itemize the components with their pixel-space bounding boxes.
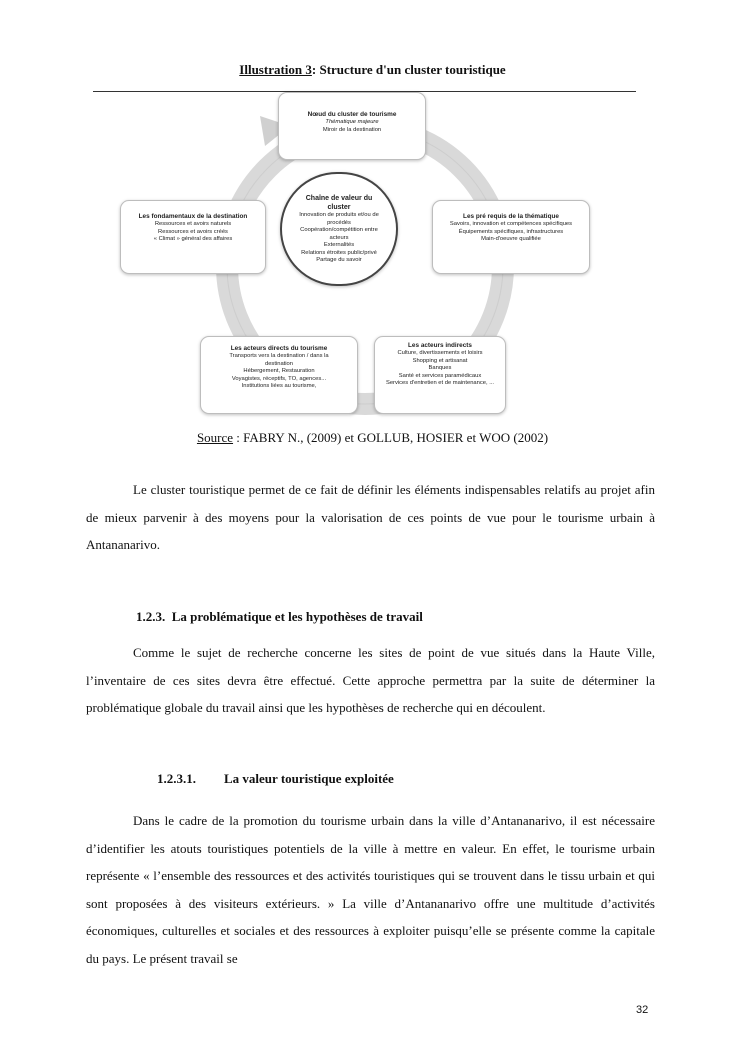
figure-source [0,430,745,446]
node-indirect-actors [374,336,506,414]
node-title: Les acteurs indirects [408,342,472,349]
center-line: Partage du savoir [316,257,362,263]
paragraph-2: Comme le sujet de recherche concerne les sites de point de vue situés dans la Haute Ville, l’inventaire de ces sites devra être effectué. Cette approche permettra par la suite de déterminer la problématique globale du travail ainsi que les hypothèses de recherche qui en découlent. [86,645,655,715]
node-fundamentals [120,200,266,274]
center-line: Coopération/compétition entre acteurs [300,227,378,241]
node-title: Nœud du cluster de tourisme [307,111,397,118]
node-direct-actors [200,336,358,414]
node-line: Thématique majeure [325,119,379,125]
section-heading-1-2-3-1 [157,771,394,787]
section-heading-1-2-3 [136,609,423,625]
node-prerequisites [432,200,590,274]
center-line: Externalités [323,242,355,248]
node-title: Les fondamentaux de la destination [138,213,248,220]
node-line: Institutions liées au tourisme, [241,383,317,389]
node-cluster-core [278,92,426,160]
page-number: 32 [636,1004,649,1016]
paragraph-3: Dans le cadre de la promotion du tourisme urbain dans la ville d’Antananarivo, il est nécessaire d’identifier les atouts touristiques potentiels de la ville à mettre en valeur. En effet, le tourisme urbain représente « l’ensemble des ressources et des activités touristiques qui se trouvent dans le tissu urbain et qui sont proposées à des visiteurs extérieurs. » La ville d’Antananarivo offre une multitude d’activités économiques, culturelles et sociales et des ressources à exploiter puisqu’elle se présente comme la capitale du pays. Le présent travail se [86,813,655,966]
center-line: Relations étroites public/privé [301,249,377,256]
node-line: Voyagistes, réceptifs, TO, agences... [231,375,327,382]
node-line: Savoirs, innovation et compétences spécifiques [449,221,573,227]
node-line: Santé et services paramédicaux [398,372,482,379]
center-title: Chaîne de valeur du cluster [305,195,373,211]
figure-caption [0,62,745,78]
node-line: Services d'entretien et de maintenance, ... [385,380,495,386]
node-line: Miroir de la destination [322,126,382,133]
node-line: Ressources et avoirs créés [158,228,228,235]
cluster-diagram [100,88,620,418]
figure-label: Illustration 3 [239,62,312,77]
node-line: Shopping et artisanat [412,357,468,364]
node-line: Transports vers la destination / dans la destination [229,353,329,367]
heading-number: 1.2.3. [136,609,166,624]
node-line: Banques [428,365,452,371]
figure-title: : Structure d'un cluster touristique [311,62,506,77]
node-line: Hébergement, Restauration [243,368,315,374]
center-line: Innovation de produits et/ou de procédés [299,212,379,226]
node-title: Les acteurs directs du tourisme [230,345,328,352]
source-label: Source [196,430,234,445]
heading-text: La valeur touristique exploitée [224,771,394,786]
heading-text: La problématique et les hypothèses de travail [171,609,423,624]
node-line: « Climat » général des affaires [153,236,233,242]
source-text: : FABRY N., (2009) et GOLLUB, HOSIER et WOO (2002) [233,430,549,445]
node-line: Équipements spécifiques, infrastructures [458,228,564,235]
node-line: Ressources et avoirs naturels [154,221,232,227]
node-title: Les pré requis de la thématique [463,213,559,220]
node-line: Main-d'oeuvre qualifiée [481,236,541,242]
paragraph-1: Le cluster touristique permet de ce fait de définir les éléments indispensables relatifs au projet afin de mieux parvenir à des moyens pour la valorisation de ces points de vue pour le tourisme urbain à Antananarivo. [86,482,655,552]
heading-number: 1.2.3.1. [157,771,196,786]
center-node-value-chain [280,172,398,286]
node-line: Culture, divertissements et loisirs [397,350,483,356]
